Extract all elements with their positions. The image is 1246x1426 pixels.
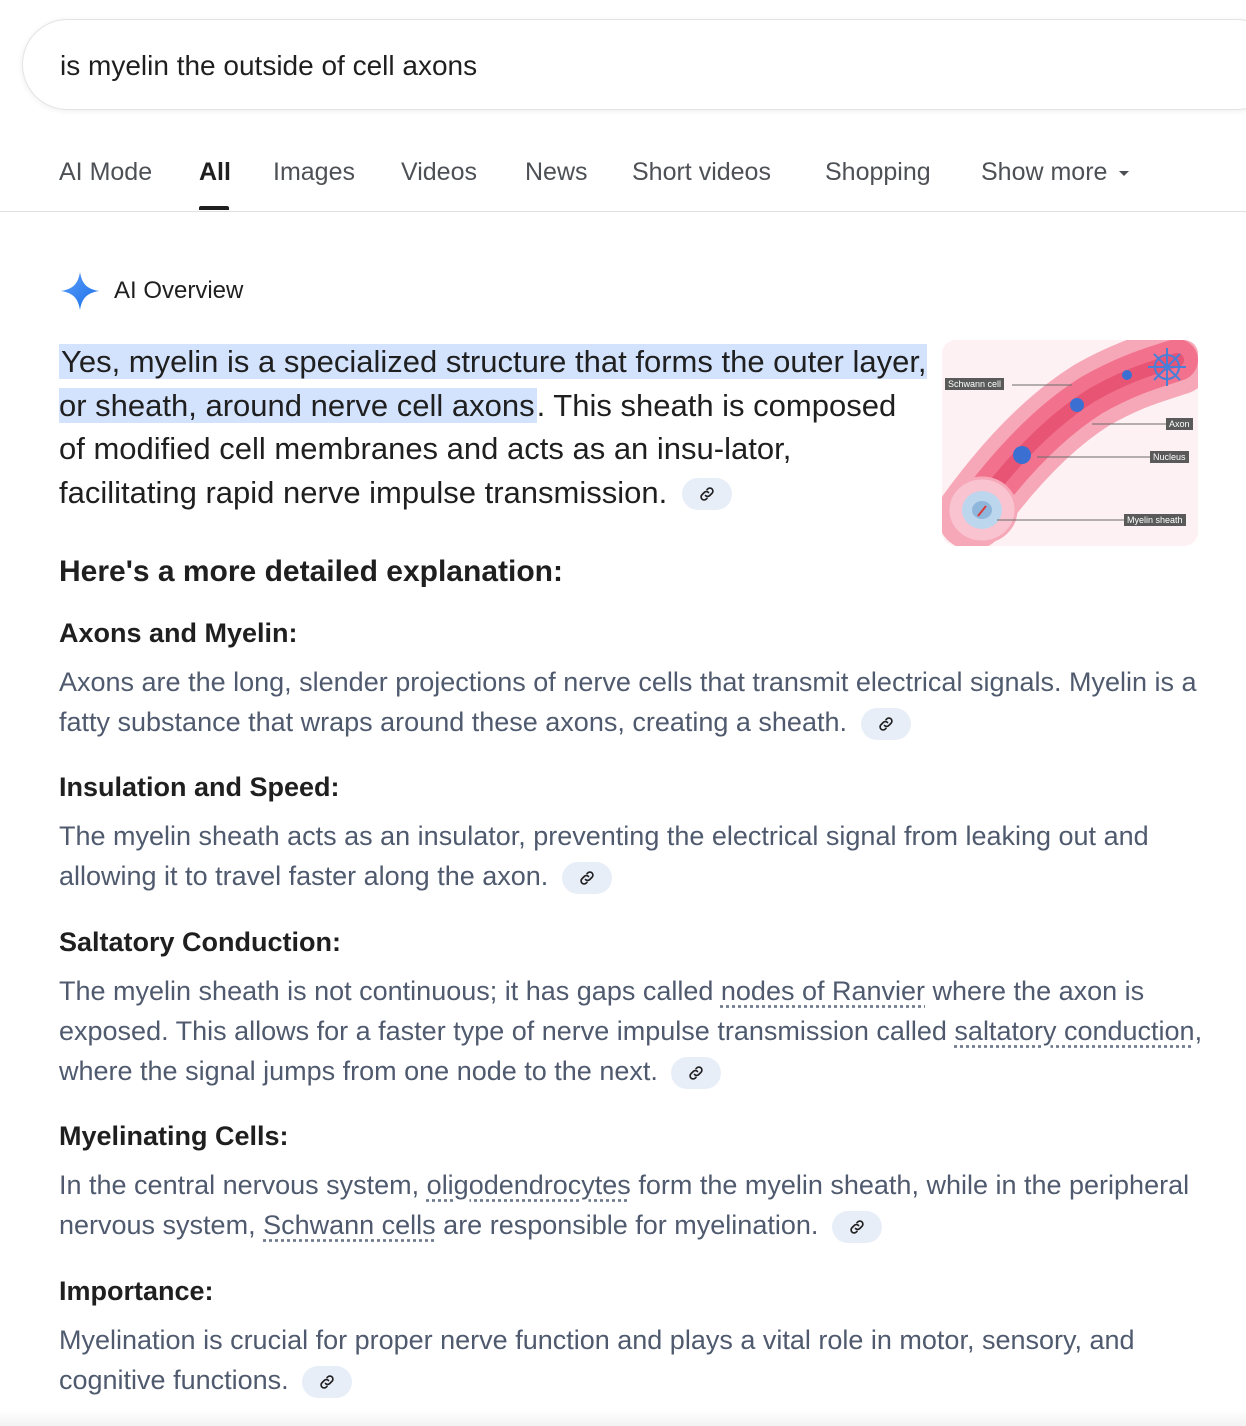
show-more-label: Show more [981, 158, 1108, 186]
item-text: are responsible for myelination. [435, 1210, 819, 1240]
tab-shopping[interactable]: Shopping [825, 158, 931, 186]
link-icon [687, 1064, 705, 1082]
explanation-heading: Here's a more detailed explanation: [59, 555, 563, 588]
item-body [59, 816, 1219, 896]
item-title: Insulation and Speed: [59, 772, 340, 802]
tab-news[interactable]: News [525, 158, 588, 186]
item-text: form the myelin sheath, while in the peripheral nervous system, [59, 1170, 1190, 1240]
sparkle-icon [59, 270, 101, 312]
item-title: Myelinating Cells: [59, 1121, 289, 1151]
ai-overview-lead [59, 340, 929, 514]
source-link-button[interactable] [562, 862, 612, 894]
list-item [59, 1119, 1219, 1245]
list-item [59, 770, 1219, 896]
item-title: Saltatory Conduction: [59, 927, 341, 957]
diagram-label-schwann-cell: Schwann cell [945, 378, 1004, 390]
list-item [59, 925, 1219, 1091]
link-icon [578, 869, 596, 887]
item-text: The myelin sheath is not continuous; it has gaps called [59, 976, 721, 1006]
myelin-diagram-image[interactable] [942, 340, 1198, 546]
tab-videos[interactable]: Videos [401, 158, 477, 186]
item-text: Myelination is crucial for proper nerve function and plays a vital role in motor, sensory, and cognitive functions. [59, 1325, 1135, 1395]
highlight-line-2: layer, or sheath, around nerve cell axons [59, 344, 927, 423]
item-text: , where the signal jumps from one node to the next. [59, 1016, 1203, 1086]
diagram-label-axon: Axon [1166, 418, 1193, 430]
term-link-schwann-cells[interactable]: Schwann cells [263, 1210, 436, 1240]
caret-down-icon [1119, 171, 1129, 176]
lead-rest: . This sheath is composed of modified cell membranes and acts as an insu-lator, facilitating rapid nerve impulse transmission. [59, 387, 897, 510]
item-text: The myelin sheath acts as an insulator, preventing the electrical signal from leaking out and allowing it to travel faster along the axon. [59, 821, 1149, 891]
source-link-button[interactable] [832, 1211, 882, 1243]
tab-all[interactable]: All [199, 158, 231, 186]
tab-ai-mode[interactable]: AI Mode [59, 158, 153, 186]
bottom-fade [0, 1410, 1246, 1426]
item-body [59, 971, 1219, 1091]
source-link-button[interactable] [861, 708, 911, 740]
list-item [59, 1274, 1219, 1400]
item-body [59, 662, 1219, 742]
item-body [59, 1320, 1219, 1400]
ai-overview-title: AI Overview [114, 277, 244, 304]
link-icon [877, 715, 895, 733]
search-tabs [0, 140, 1246, 212]
item-title: Axons and Myelin: [59, 618, 298, 648]
link-icon [698, 485, 716, 503]
item-text: where the axon is exposed. This allows for a faster type of nerve impulse transmission called [59, 976, 1145, 1046]
item-text: Axons are the long, slender projections of nerve cells that transmit electrical signals. Myelin is a fatty substance that wraps around these axons, creating a sheath. [59, 667, 1197, 737]
term-link-nodes-of-ranvier[interactable]: nodes of Ranvier [720, 976, 926, 1006]
item-title: Importance: [59, 1276, 214, 1306]
link-icon [318, 1373, 336, 1391]
source-link-button[interactable] [302, 1366, 352, 1398]
highlight-line-1: Yes, myelin is a specialized structure that forms the outer [61, 344, 844, 379]
source-link-button[interactable] [671, 1057, 721, 1089]
tab-short-videos[interactable]: Short videos [632, 158, 771, 186]
search-input[interactable] [60, 46, 1160, 86]
item-body [59, 1165, 1219, 1245]
diagram-label-myelin-sheath: Myelin sheath [1124, 514, 1186, 526]
show-more-button[interactable] [981, 158, 1129, 187]
term-link-oligodendrocytes[interactable]: oligodendrocytes [426, 1170, 631, 1200]
term-link-saltatory-conduction[interactable]: saltatory conduction [954, 1016, 1195, 1046]
tab-images[interactable]: Images [273, 158, 355, 186]
link-icon [848, 1218, 866, 1236]
diagram-label-nucleus: Nucleus [1150, 451, 1189, 463]
search-box[interactable] [22, 19, 1246, 110]
item-text: In the central nervous system, [59, 1170, 427, 1200]
list-item [59, 616, 1219, 742]
source-link-button[interactable] [682, 478, 732, 510]
active-tab-indicator [199, 206, 229, 210]
